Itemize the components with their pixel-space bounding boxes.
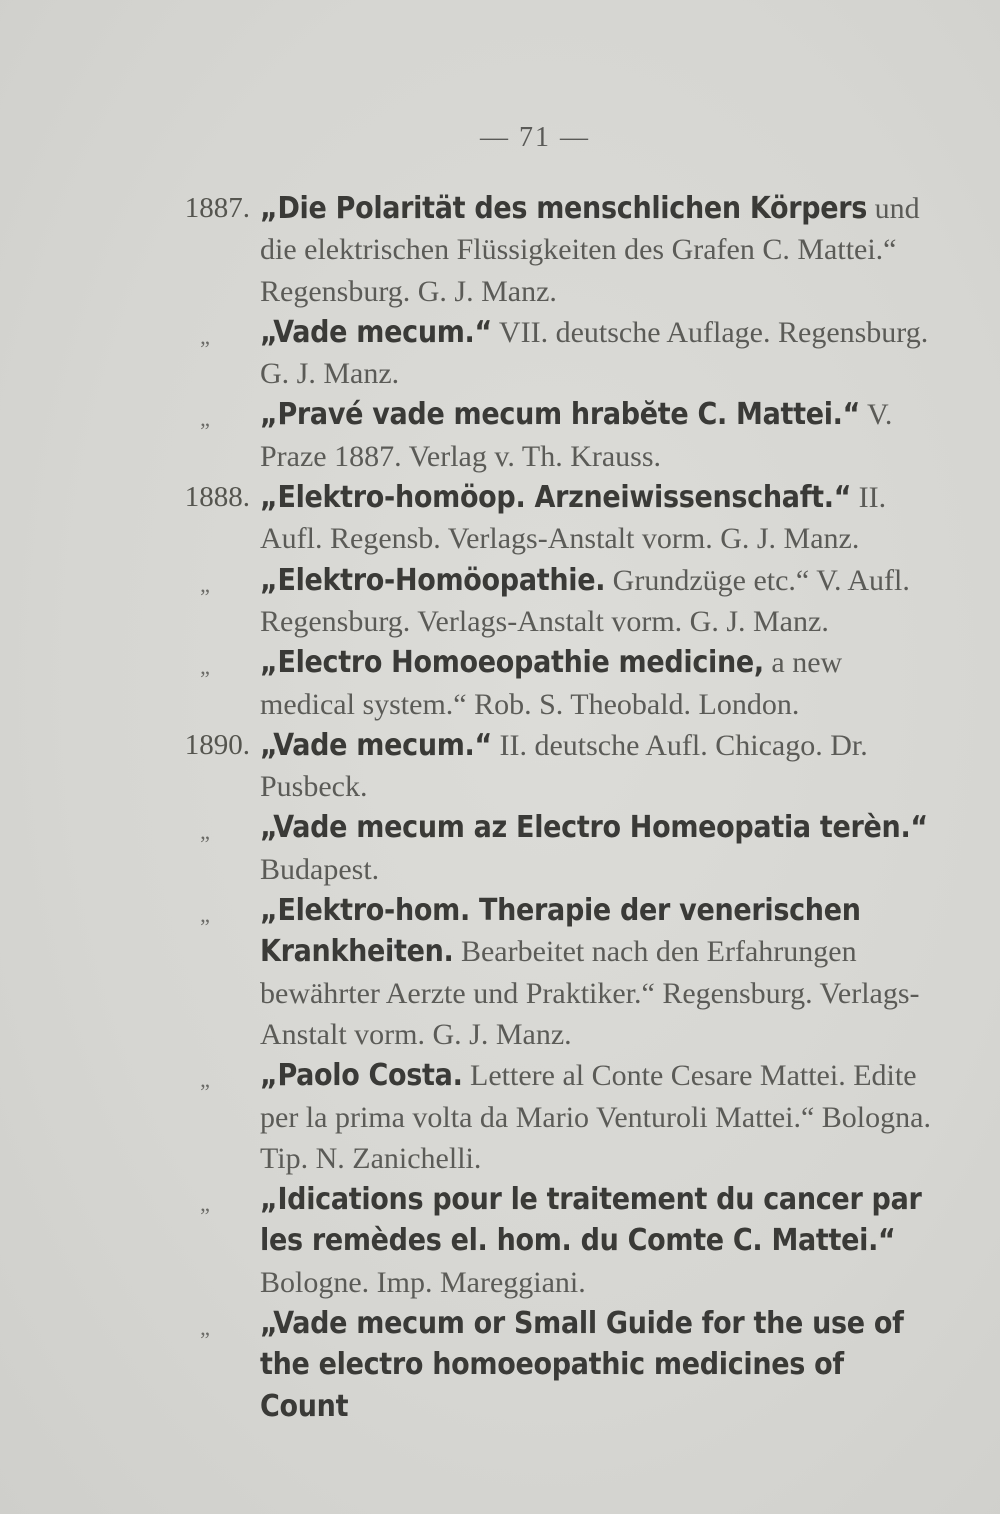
- entry-details: VII. deutsche Auflage. Regensburg. G. J. Manz.: [260, 315, 929, 391]
- bibliography-entry: [150, 312, 940, 395]
- ditto-mark: „: [200, 654, 210, 680]
- ditto-mark: „: [200, 1315, 210, 1341]
- entry-year: 1888.: [184, 481, 250, 514]
- entry-details: II. deutsche Aufl. Chicago. Dr. Pusbeck.: [260, 728, 868, 804]
- entry-details: V. Praze 1887. Verlag v. Th. Krauss.: [260, 398, 893, 473]
- entry-title: „Paolo Costa.: [260, 1058, 463, 1094]
- entry-title: „Vade mecum or Small Guide for the use of the electro homoeopathic medicines of Count: [260, 1306, 904, 1424]
- ditto-mark: „: [200, 819, 210, 845]
- entry-title: „Electro Homoeopathie medicine,: [260, 645, 764, 681]
- entry-title: „Elektro-homöop. Arzneiwissenschaft.“: [260, 480, 852, 516]
- bibliography-entry: [150, 1055, 940, 1179]
- page-number: — 71 —: [480, 122, 590, 153]
- entry-title: „Pravé vade mecum hrabĕte C. Mattei.“: [260, 397, 861, 433]
- ditto-mark: „: [200, 323, 210, 349]
- entry-details: a new medical system.“ Rob. S. Theobald. London.: [260, 646, 843, 721]
- bibliography-entry: [150, 477, 940, 560]
- bibliography-entry: [150, 642, 940, 725]
- bibliography-entry: [150, 560, 940, 643]
- entry-title: „Elektro-hom. Therapie der venerischen Krankheiten.: [260, 893, 861, 970]
- bibliography-entry: [150, 1303, 940, 1427]
- bibliography-entry: [150, 725, 940, 808]
- ditto-mark: „: [200, 406, 210, 432]
- bibliography-entry: [150, 890, 940, 1055]
- bibliography-entry: [150, 1179, 940, 1303]
- entry-details: Bearbeitet nach den Erfahrungen bewährter Aerzte und Praktiker.“ Regensburg. Verlags-Anstalt vorm. G. J. Manz.: [260, 935, 920, 1051]
- entry-title: „Vade mecum.“: [260, 314, 492, 350]
- entry-year: 1890.: [184, 728, 250, 761]
- entry-title: „Die Polarität des menschlichen Körpers: [260, 191, 868, 226]
- entry-title: „Idications pour le traitement du cancer par les remèdes el. hom. du Comte C. Mattei.“: [260, 1182, 922, 1259]
- entry-details: und die elektrischen Flüssigkeiten des Grafen C. Mattei.“ Regensburg. G. J. Manz.: [260, 192, 920, 308]
- entry-title: „Vade mecum.“: [260, 727, 492, 763]
- ditto-mark: „: [200, 1067, 210, 1093]
- ditto-mark: „: [200, 902, 210, 928]
- entry-details: Bologne. Imp. Mareggiani.: [260, 1265, 586, 1299]
- bibliography-entry: [150, 394, 940, 477]
- entry-title: „Vade mecum az Electro Homeopatia terèn.“: [260, 810, 928, 846]
- entry-details: II. Aufl. Regensb. Verlags-Anstalt vorm. G. J. Manz.: [260, 481, 887, 556]
- entry-title: „Elektro-Homöopathie.: [260, 562, 606, 598]
- bibliography-entry: [150, 188, 940, 312]
- entry-details: Budapest.: [260, 852, 380, 886]
- ditto-mark: „: [200, 1191, 210, 1217]
- entry-details: Grundzüge etc.“ V. Aufl. Regensburg. Verlags-Anstalt vorm. G. J. Manz.: [260, 563, 910, 638]
- ditto-mark: „: [200, 571, 210, 597]
- bibliography-entry: [150, 807, 940, 890]
- entry-year: 1887.: [184, 192, 250, 224]
- entry-details: Lettere al Conte Cesare Mattei. Edite per la prima volta da Mario Venturoli Mattei.“ Bologna. Tip. N. Zanichelli.: [260, 1059, 931, 1175]
- bibliography-list: [150, 188, 940, 1427]
